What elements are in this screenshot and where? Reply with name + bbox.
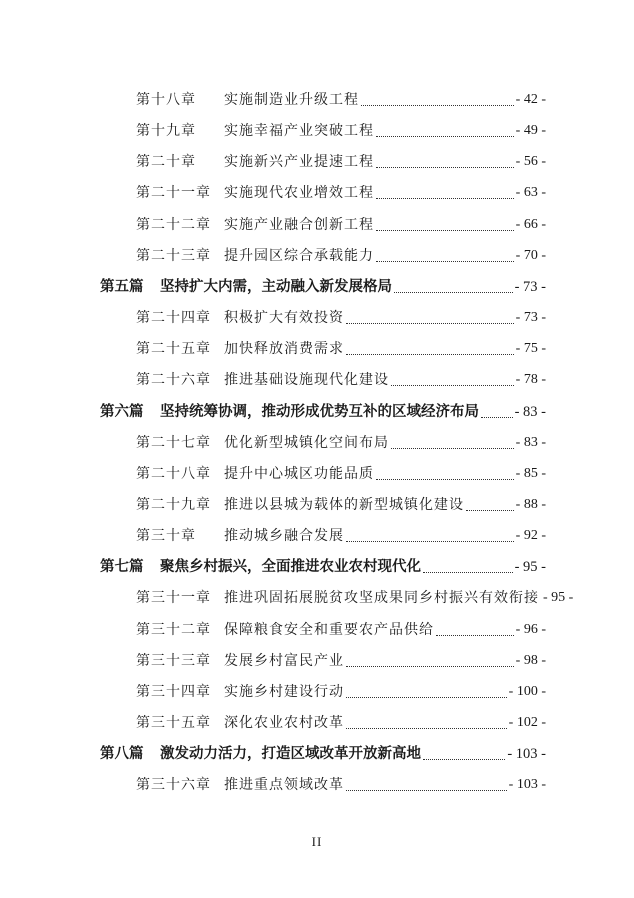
toc-entry-number: 第二十九章 bbox=[136, 496, 211, 513]
toc-entry-title: 推进以县城为载体的新型城镇化建设 bbox=[224, 496, 464, 513]
toc-entry-number: 第二十二章 bbox=[136, 216, 211, 233]
toc-entry-label bbox=[100, 557, 421, 577]
toc-entry-label bbox=[136, 215, 374, 235]
toc-chapter-entry bbox=[136, 616, 546, 640]
toc-entry-title: 激发动力活力，打造区域改革开放新高地 bbox=[160, 745, 421, 763]
toc-chapter-entry bbox=[136, 211, 546, 235]
toc-entry-label bbox=[136, 775, 344, 795]
toc-entry-page: - 96 - bbox=[515, 621, 546, 637]
dot-leader bbox=[376, 167, 514, 168]
toc-entry-label bbox=[136, 464, 374, 484]
toc-entry-title: 推动城乡融合发展 bbox=[224, 528, 344, 545]
toc-entry-page: - 75 - bbox=[515, 341, 546, 357]
toc-entry-title: 推进巩固拓展脱贫攻坚成果同乡村振兴有效衔接 bbox=[224, 590, 539, 607]
toc-chapter-entry bbox=[136, 117, 546, 141]
toc-entry-page: - 103 - bbox=[507, 746, 546, 763]
toc-chapter-entry bbox=[136, 366, 546, 390]
toc-entry-title: 提升园区综合承载能力 bbox=[224, 247, 374, 264]
toc-chapter-entry bbox=[136, 179, 546, 203]
toc-entry-number: 第二十一章 bbox=[136, 185, 211, 202]
toc-part-entry bbox=[100, 740, 546, 764]
dot-leader bbox=[361, 105, 514, 106]
toc-entry-number: 第二十四章 bbox=[136, 310, 211, 327]
toc-entry-page: - 42 - bbox=[515, 92, 546, 107]
toc-entry-title: 深化农业农村改革 bbox=[224, 715, 344, 731]
toc-entry-title: 发展乡村富民产业 bbox=[224, 652, 344, 669]
dot-leader bbox=[394, 292, 513, 293]
dot-leader bbox=[346, 323, 514, 324]
toc-chapter-entry bbox=[136, 491, 546, 515]
toc-entry-page: - 95 - bbox=[514, 559, 546, 576]
toc-entry-title: 提升中心城区功能品质 bbox=[224, 465, 374, 482]
toc-entry-label bbox=[136, 370, 389, 390]
toc-entry-page: - 88 - bbox=[515, 496, 546, 512]
toc-entry-page: - 83 - bbox=[514, 403, 546, 420]
toc-entry-page: - 70 - bbox=[515, 247, 546, 263]
toc-entry-number: 第十八章 bbox=[136, 92, 196, 108]
toc-entry-title: 实施制造业升级工程 bbox=[224, 92, 359, 108]
toc-entry-number: 第三十一章 bbox=[136, 590, 211, 607]
toc-entry-label bbox=[136, 183, 374, 203]
toc-entry-page: - 56 - bbox=[515, 154, 546, 170]
toc-entry-label bbox=[136, 526, 344, 546]
toc-entry-label bbox=[136, 433, 389, 453]
toc-part-entry bbox=[100, 398, 546, 422]
dot-leader bbox=[423, 572, 513, 573]
toc-entry-number: 第十九章 bbox=[136, 123, 196, 140]
toc-entry-page: - 73 - bbox=[514, 278, 546, 295]
toc-entry-label bbox=[136, 339, 344, 359]
toc-entry-number: 第二十八章 bbox=[136, 465, 211, 482]
toc-entry-title: 保障粮食安全和重要农产品供给 bbox=[224, 621, 434, 638]
toc-entry-title: 实施现代农业增效工程 bbox=[224, 185, 374, 202]
toc-entry-label bbox=[100, 402, 479, 422]
toc-entry-page: - 83 - bbox=[515, 434, 546, 450]
toc-entry-number: 第二十七章 bbox=[136, 434, 211, 451]
toc-entry-title: 坚持统筹协调，推动形成优势互补的区域经济布局 bbox=[160, 402, 479, 420]
dot-leader bbox=[346, 790, 507, 791]
dot-leader bbox=[346, 541, 514, 542]
dot-leader bbox=[481, 417, 513, 418]
dot-leader bbox=[466, 510, 514, 511]
toc-chapter-entry bbox=[136, 304, 546, 328]
toc-entry-page: - 73 - bbox=[515, 310, 546, 326]
toc-entry-number: 第三十二章 bbox=[136, 621, 211, 638]
toc-entry-label bbox=[100, 744, 421, 764]
toc-entry-title: 加快释放消费需求 bbox=[224, 341, 344, 358]
toc-entry-number: 第三十三章 bbox=[136, 652, 211, 669]
toc-chapter-entry bbox=[136, 148, 546, 172]
toc-entry-page: - 95 - bbox=[543, 590, 574, 606]
toc-entry-number: 第八篇 bbox=[100, 745, 144, 763]
toc-entry-label bbox=[136, 620, 434, 640]
toc-entry-label bbox=[136, 152, 374, 172]
toc-entry-title: 坚持扩大内需，主动融入新发展格局 bbox=[160, 277, 392, 295]
toc-chapter-entry bbox=[136, 709, 546, 733]
toc-entry-label bbox=[136, 121, 374, 141]
toc-part-entry bbox=[100, 273, 546, 297]
toc-entry-page: - 98 - bbox=[515, 652, 546, 668]
dot-leader bbox=[376, 479, 514, 480]
toc-chapter-entry bbox=[136, 335, 546, 359]
toc-chapter-entry bbox=[136, 647, 546, 671]
toc-entry-page: - 102 - bbox=[508, 715, 546, 730]
toc-entry-label bbox=[136, 651, 344, 671]
dot-leader bbox=[391, 448, 514, 449]
toc-entry-title: 聚焦乡村振兴，全面推进农业农村现代化 bbox=[160, 558, 421, 576]
toc-chapter-entry bbox=[136, 522, 546, 546]
toc-entry-label bbox=[100, 277, 392, 297]
toc-entry-page: - 66 - bbox=[515, 216, 546, 232]
dot-leader bbox=[346, 666, 514, 667]
toc-entry-title: 实施产业融合创新工程 bbox=[224, 216, 374, 233]
toc-entry-number: 第五篇 bbox=[100, 277, 144, 295]
toc-entry-label bbox=[136, 90, 359, 110]
toc-entry-page: - 49 - bbox=[515, 123, 546, 139]
dot-leader bbox=[376, 261, 514, 262]
toc-chapter-entry bbox=[136, 584, 574, 608]
toc-entry-label bbox=[136, 682, 344, 702]
toc-chapter-entry bbox=[136, 242, 546, 266]
toc-chapter-entry bbox=[136, 771, 546, 795]
dot-leader bbox=[436, 635, 514, 636]
toc-chapter-entry bbox=[136, 429, 546, 453]
toc-entry-number: 第三十六章 bbox=[136, 777, 211, 794]
dot-leader bbox=[346, 354, 514, 355]
toc-entry-title: 实施乡村建设行动 bbox=[224, 683, 344, 700]
toc-entry-page: - 78 - bbox=[515, 372, 546, 388]
toc-entry-label bbox=[136, 246, 374, 266]
toc-entry-page: - 100 - bbox=[508, 683, 546, 699]
dot-leader bbox=[346, 728, 507, 729]
toc-entry-number: 第二十五章 bbox=[136, 341, 211, 358]
toc-entry-number: 第三十五章 bbox=[136, 715, 211, 731]
toc-entry-number: 第七篇 bbox=[100, 558, 144, 576]
toc-entry-label bbox=[136, 713, 344, 733]
page-number-footer: II bbox=[311, 834, 323, 849]
dot-leader bbox=[376, 198, 514, 199]
toc-entry-page: - 103 - bbox=[508, 777, 546, 793]
toc-part-entry bbox=[100, 553, 546, 577]
toc-entry-label bbox=[136, 495, 464, 515]
toc-entry-label bbox=[136, 588, 539, 608]
toc-entry-label bbox=[136, 308, 344, 328]
dot-leader bbox=[346, 697, 507, 698]
toc-entry-number: 第六篇 bbox=[100, 402, 144, 420]
toc-entry-title: 实施新兴产业提速工程 bbox=[224, 154, 374, 171]
toc-chapter-entry bbox=[136, 460, 546, 484]
toc-entry-number: 第二十章 bbox=[136, 154, 196, 171]
toc-entry-page: - 63 - bbox=[515, 185, 546, 201]
toc-entry-page: - 85 - bbox=[515, 465, 546, 481]
toc-entry-page: - 92 - bbox=[515, 528, 546, 544]
toc-entry-title: 实施幸福产业突破工程 bbox=[224, 123, 374, 140]
toc-chapter-entry bbox=[136, 86, 546, 110]
toc-entry-number: 第二十六章 bbox=[136, 372, 211, 389]
toc-entry-number: 第三十四章 bbox=[136, 683, 211, 700]
toc-entry-title: 推进重点领域改革 bbox=[224, 777, 344, 794]
toc-entry-number: 第三十章 bbox=[136, 528, 196, 545]
toc-entry-title: 推进基础设施现代化建设 bbox=[224, 372, 389, 389]
dot-leader bbox=[376, 230, 514, 231]
dot-leader bbox=[423, 759, 505, 760]
toc-entry-title: 积极扩大有效投资 bbox=[224, 310, 344, 327]
toc-entry-title: 优化新型城镇化空间布局 bbox=[224, 434, 389, 451]
toc-entry-number: 第二十三章 bbox=[136, 247, 211, 264]
toc-chapter-entry bbox=[136, 678, 546, 702]
dot-leader bbox=[391, 385, 514, 386]
dot-leader bbox=[376, 136, 514, 137]
